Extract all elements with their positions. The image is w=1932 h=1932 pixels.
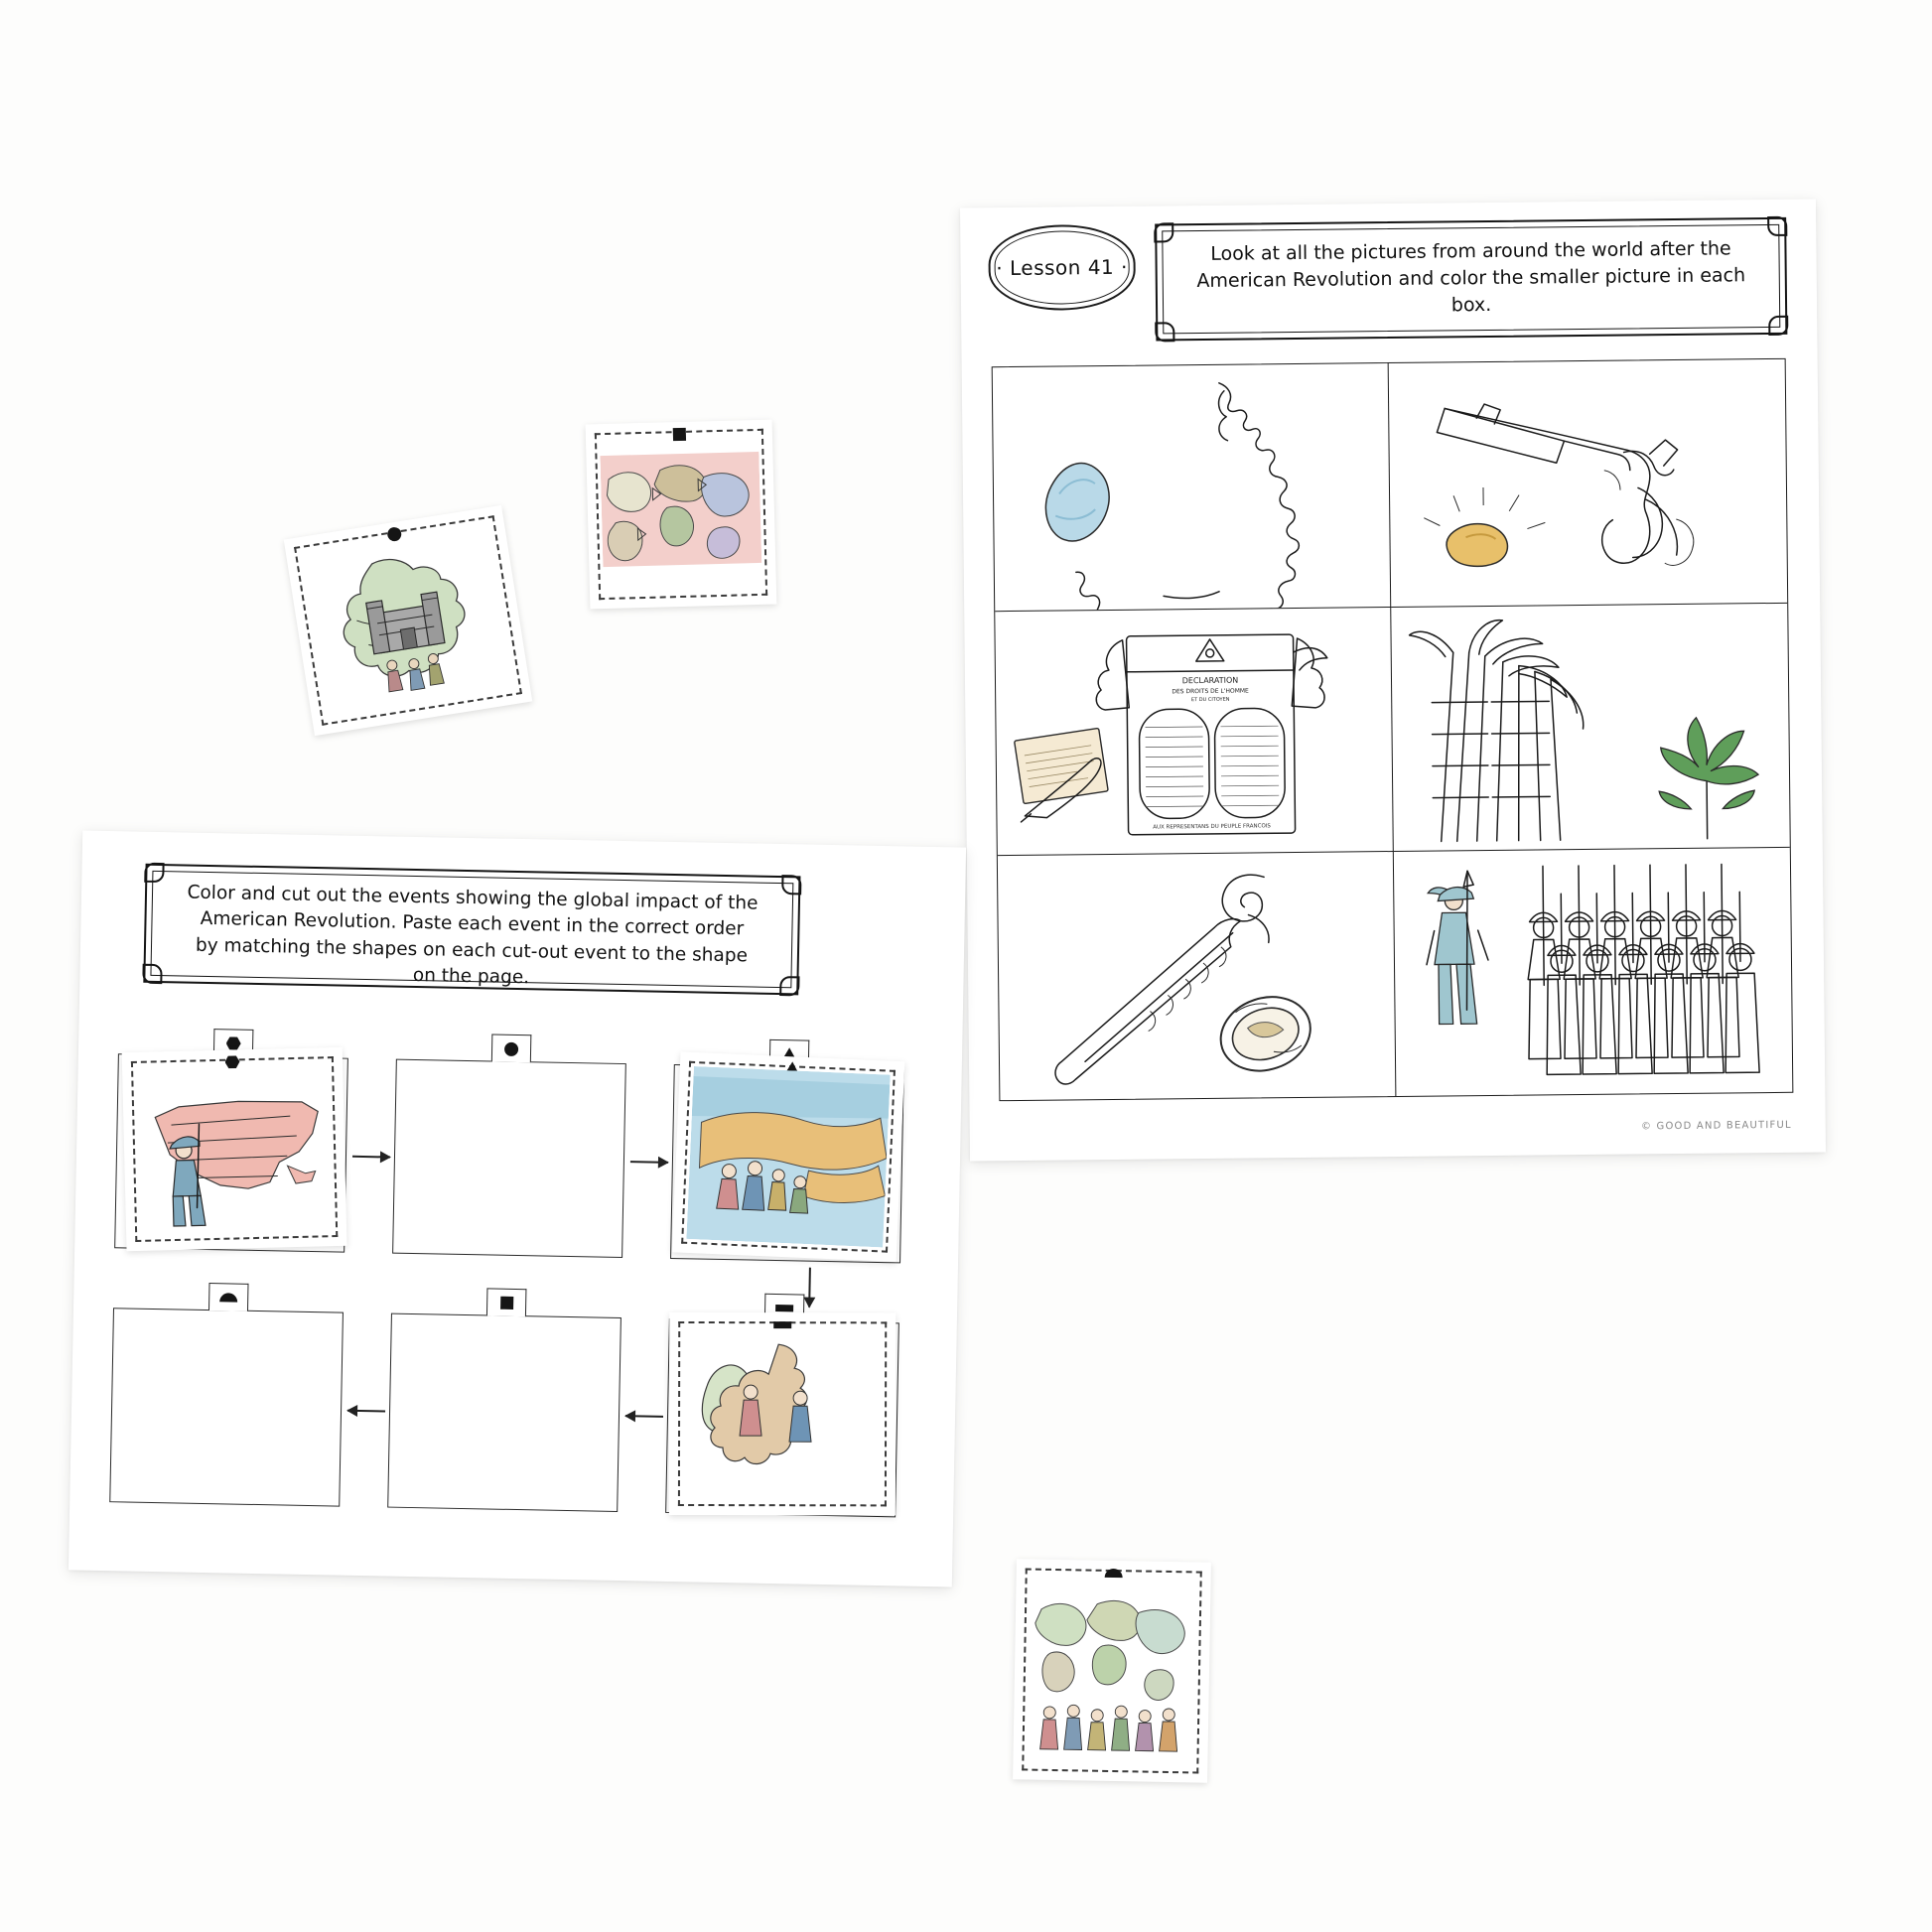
- france-map-art: [300, 521, 517, 720]
- world-map-people-art: [1027, 1574, 1196, 1769]
- sugar-cane-drawing: [1391, 604, 1790, 852]
- caribbean-island-art: [686, 1066, 890, 1247]
- grid-cell-great-britain: [993, 363, 1392, 612]
- lesson-instruction-text: Look at all the pictures from around the world after the American Revolution and color the smaller picture in each box.: [1196, 237, 1746, 317]
- picture-grid: [992, 358, 1794, 1101]
- united-states-map-art: [136, 1061, 333, 1237]
- declaration-title-1: DECLARATION: [1181, 675, 1239, 686]
- slot-shape-tab-halfcircle: [208, 1283, 249, 1311]
- grid-cell-declaration-of-rights: [995, 608, 1394, 856]
- britain-ireland-two-figures-art: [683, 1326, 882, 1501]
- engraved-ring-small-colored: [1210, 985, 1320, 1082]
- event-slot-4[interactable]: [109, 1308, 344, 1506]
- colonial-soldier-small-colored: [1426, 871, 1489, 1025]
- quill-and-document-small-colored: [1014, 728, 1108, 822]
- flow-arrow-4: [625, 1415, 663, 1418]
- copyright-notice: © GOOD AND BEAUTIFUL: [1640, 1119, 1792, 1133]
- flow-arrow-1: [352, 1156, 390, 1159]
- grid-cell-soldiers: [1394, 848, 1793, 1096]
- great-britain-map-drawing: [993, 363, 1392, 612]
- event-sequence-grid: [109, 1020, 927, 1532]
- flow-arrow-2: [630, 1161, 668, 1164]
- lesson-number-badge: [988, 224, 1136, 312]
- pasted-cutout-caribbean[interactable]: [672, 1051, 905, 1262]
- activity-instruction-text: Color and cut out the events showing the global impact of the American Revolution. Paste each event in the correct order by matching the shapes on each cut-out event to the shape on the page.: [187, 882, 759, 988]
- declaration-title-3: ET DU CITOYEN: [1190, 696, 1230, 704]
- declaration-of-rights-drawing: [995, 608, 1394, 856]
- loose-cutout-world-people[interactable]: [1013, 1559, 1211, 1782]
- ceremonial-sword-drawing: [998, 852, 1397, 1100]
- slot-shape-tab-circle: [491, 1034, 532, 1062]
- lesson-number-label: · Lesson 41 ·: [996, 254, 1129, 281]
- coffee-plant-small-colored: [1658, 717, 1758, 839]
- flow-arrow-3: [808, 1268, 811, 1308]
- grid-cell-sugar-cane: [1391, 604, 1790, 852]
- declaration-title-2: DES DROITS DE L'HOMME: [1172, 687, 1249, 696]
- lesson-instruction-box: [1155, 217, 1787, 342]
- flow-arrow-5: [347, 1410, 385, 1413]
- event-slot-2[interactable]: [392, 1059, 626, 1258]
- event-slot-5[interactable]: [387, 1313, 621, 1512]
- pasted-cutout-united-states[interactable]: [122, 1047, 347, 1251]
- ireland-small-colored: [1045, 463, 1110, 541]
- row-of-soldiers-drawing: [1394, 848, 1793, 1096]
- circle-shape-icon: [504, 1041, 518, 1055]
- pasted-cutout-britain[interactable]: [669, 1312, 896, 1515]
- cut-and-paste-worksheet-page: [69, 831, 966, 1587]
- declaration-footer: AUX REPRESENTANS DU PEUPLE FRANCOIS: [1153, 823, 1271, 831]
- grid-cell-ceremonial-sword: [998, 852, 1397, 1100]
- hexagon-shape-icon: [226, 1036, 241, 1049]
- grid-cell-flintlock-pistol: [1389, 359, 1788, 608]
- rectangle-shape-icon: [775, 1305, 793, 1311]
- lesson-worksheet-page: [960, 200, 1826, 1162]
- activity-instruction-box: [143, 864, 800, 996]
- slot-shape-tab-square: [486, 1288, 527, 1316]
- half-circle-shape-icon: [219, 1293, 237, 1302]
- square-shape-icon: [500, 1297, 513, 1310]
- loose-cutout-france[interactable]: [284, 505, 533, 736]
- flintlock-pistol-drawing: [1389, 359, 1788, 608]
- world-map-ships-art: [600, 434, 762, 595]
- loose-cutout-world-ships[interactable]: [586, 420, 777, 610]
- gold-nugget-small-colored: [1424, 486, 1546, 567]
